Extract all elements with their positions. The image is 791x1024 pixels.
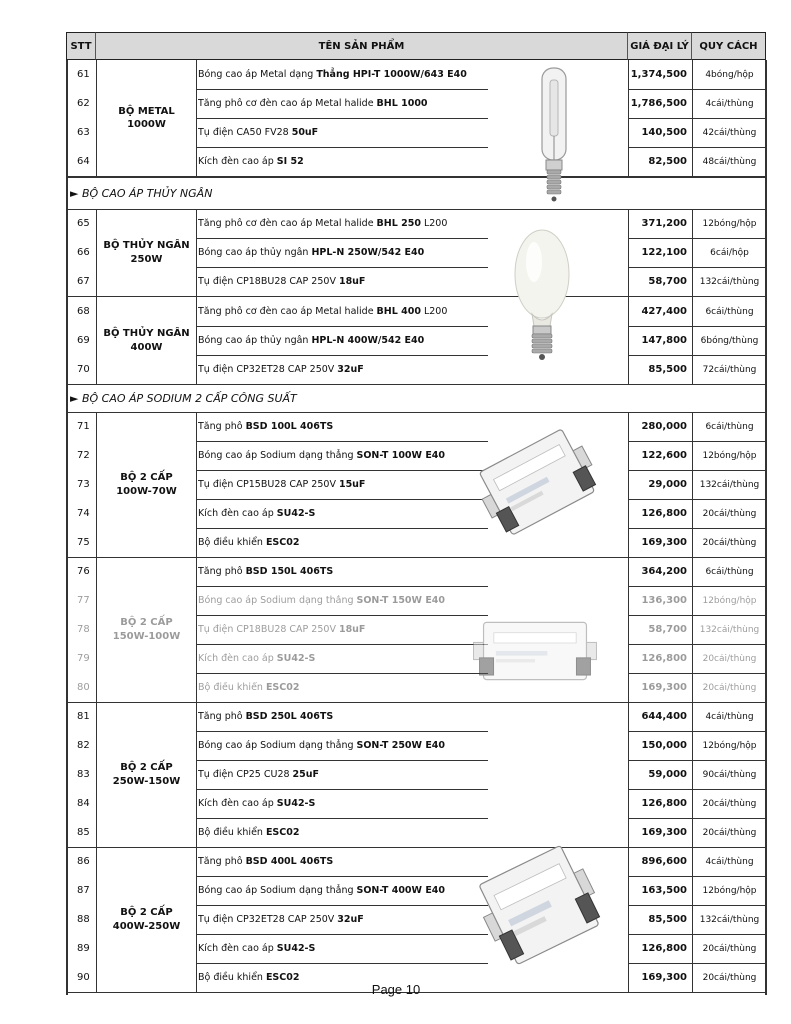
product-code: ESC02 [265, 682, 300, 693]
product-name [198, 60, 488, 89]
product-code: BHL 1000 [376, 98, 428, 109]
dealer-price: 136,300 [641, 595, 687, 606]
dealer-price: 29,000 [648, 479, 687, 490]
group-label: BỘ THỦY NGÂN 400W [103, 328, 190, 353]
product-name-prefix: Tăng phô [198, 421, 243, 432]
packing-spec: 6cái/thùng [705, 306, 754, 317]
row-number: 77 [77, 595, 90, 606]
product-code: Thẳng HPI-T 1000W/643 E40 [316, 69, 467, 80]
product-code: SON-T 150W E40 [356, 595, 446, 606]
row-number: 66 [77, 247, 90, 258]
packing-spec: 20cái/thùng [702, 508, 757, 519]
dealer-price: 82,500 [648, 156, 687, 167]
product-code: HPL-N 250W/542 E40 [311, 247, 425, 258]
product-code: SU42-S [276, 943, 316, 954]
product-code: SON-T 400W E40 [356, 885, 446, 896]
dealer-price: 169,300 [641, 537, 687, 548]
product-name [198, 470, 488, 499]
packing-spec: 12bóng/hộp [702, 740, 757, 751]
product-name-prefix: Kích đèn cao áp [198, 943, 274, 954]
dealer-price: 169,300 [641, 827, 687, 838]
product-name [198, 412, 488, 441]
row-number: 79 [77, 653, 90, 664]
product-name-prefix: Bóng cao áp Sodium dạng thẳng [198, 595, 354, 606]
packing-spec: 6bóng/thùng [700, 335, 759, 346]
product-code: SI 52 [276, 156, 304, 167]
product-code: 15uF [338, 479, 366, 490]
ballast-image [452, 596, 618, 706]
product-name [198, 789, 488, 818]
row-number: 84 [77, 798, 90, 809]
product-name [198, 355, 488, 384]
product-name-suffix: L200 [423, 218, 448, 229]
product-name-prefix: Kích đèn cao áp [198, 508, 274, 519]
row-number: 90 [77, 972, 90, 983]
packing-spec: 6cái/thùng [705, 566, 754, 577]
dealer-price: 364,200 [641, 566, 687, 577]
dealer-price: 169,300 [641, 682, 687, 693]
packing-spec: 48cái/thùng [702, 156, 757, 167]
product-name [198, 702, 488, 731]
section-header: ► BỘ CAO ÁP THỦY NGÂN [70, 186, 213, 200]
product-name-prefix: Bộ điều khiển [198, 972, 263, 983]
group-label: BỘ THỦY NGÂN 250W [103, 240, 190, 265]
packing-spec: 6cái/thùng [705, 421, 754, 432]
row-number: 62 [77, 98, 90, 109]
product-name-prefix: Kích đèn cao áp [198, 156, 274, 167]
packing-spec: 20cái/thùng [702, 537, 757, 548]
dealer-price: 85,500 [648, 914, 687, 925]
packing-spec: 12bóng/hộp [702, 450, 757, 461]
product-code: BSD 100L 406TS [245, 421, 334, 432]
row-number: 82 [77, 740, 90, 751]
product-name-prefix: Bóng cao áp Sodium dạng thẳng [198, 885, 354, 896]
row-number: 80 [77, 682, 90, 693]
product-name-prefix: Kích đèn cao áp [198, 798, 274, 809]
row-number: 74 [77, 508, 90, 519]
dealer-price: 896,600 [641, 856, 687, 867]
dealer-price: 140,500 [641, 127, 687, 138]
stt-column-divider [96, 847, 97, 992]
row-number: 71 [77, 421, 90, 432]
product-name-prefix: Tăng phô [198, 566, 243, 577]
packing-spec: 4bóng/hộp [705, 69, 754, 80]
product-name-prefix: Bộ điều khiển [198, 827, 263, 838]
section-header: ► BỘ CAO ÁP SODIUM 2 CẤP CÔNG SUẤT [70, 391, 297, 405]
product-code: BHL 250 [376, 218, 421, 229]
group-column-divider [196, 847, 197, 992]
dealer-price: 163,500 [641, 885, 687, 896]
row-number: 72 [77, 450, 90, 461]
row-number: 89 [77, 943, 90, 954]
product-name [198, 528, 488, 557]
product-code: 50uF [291, 127, 319, 138]
product-name-suffix: L200 [423, 306, 448, 317]
product-name-prefix: Tăng phô cơ đèn cao áp Metal halide [198, 306, 374, 317]
metal-halide-lamp-image [532, 66, 576, 202]
row-number: 78 [77, 624, 90, 635]
dealer-price: 126,800 [641, 653, 687, 664]
packing-spec: 20cái/thùng [702, 653, 757, 664]
row-number: 63 [77, 127, 90, 138]
product-name [198, 297, 488, 326]
dealer-price: 126,800 [641, 943, 687, 954]
product-code: SU42-S [276, 798, 316, 809]
dealer-price: 147,800 [641, 335, 687, 346]
page-number: Page 10 [371, 982, 421, 997]
packing-spec: 42cái/thùng [702, 127, 757, 138]
stt-column-divider [96, 702, 97, 847]
dealer-price: 169,300 [641, 972, 687, 983]
product-name-prefix: Bộ điều khiển [198, 537, 263, 548]
product-name [198, 586, 488, 615]
packing-spec: 20cái/thùng [702, 682, 757, 693]
stt-column-divider [96, 60, 97, 176]
product-name [198, 731, 488, 760]
packing-spec: 20cái/thùng [702, 827, 757, 838]
row-number: 83 [77, 769, 90, 780]
product-code: 32uF [337, 364, 364, 375]
product-name [198, 499, 488, 528]
packing-spec: 4cái/thùng [705, 711, 754, 722]
row-number: 76 [77, 566, 90, 577]
row-number: 70 [77, 364, 90, 375]
product-code: ESC02 [265, 537, 300, 548]
product-name [198, 238, 488, 267]
product-name-prefix: Bóng cao áp Sodium dạng thẳng [198, 450, 354, 461]
group-label: BỘ 2 CẤP 100W-70W [116, 472, 177, 497]
group-label: BỘ METAL 1000W [118, 105, 175, 130]
dealer-price: 58,700 [648, 276, 687, 287]
product-name [198, 963, 488, 992]
product-name-prefix: Tụ điện CP18BU28 CAP 250V [198, 276, 336, 287]
product-name-prefix: Tụ điện CP25 CU28 [198, 769, 290, 780]
group-column-divider [196, 297, 197, 384]
product-name-prefix: Tụ điện CP32ET28 CAP 250V [198, 914, 335, 925]
packing-spec: 72cái/thùng [702, 364, 757, 375]
product-code: 18uF [338, 276, 366, 287]
product-name [198, 441, 488, 470]
product-name [198, 673, 488, 702]
dealer-price: 122,600 [641, 450, 687, 461]
section-top-border [66, 384, 766, 385]
product-name [198, 615, 488, 644]
product-name-prefix: Tụ điện CA50 FV28 [198, 127, 289, 138]
product-name [198, 644, 488, 673]
product-name [198, 760, 488, 789]
ballast-image [462, 414, 612, 550]
product-code: SON-T 250W E40 [356, 740, 446, 751]
row-number: 86 [77, 856, 90, 867]
row-number: 88 [77, 914, 90, 925]
packing-spec: 12bóng/hộp [702, 218, 757, 229]
group-label: BỘ 2 CẤP 250W-150W [112, 762, 181, 787]
product-name-prefix: Bóng cao áp thủy ngân [198, 335, 309, 346]
product-code: ESC02 [265, 972, 300, 983]
dealer-price: 1,374,500 [630, 69, 687, 80]
dealer-price: 59,000 [648, 769, 687, 780]
product-name [198, 847, 488, 876]
group-label: BỘ 2 CẤP 150W-100W [112, 617, 181, 642]
product-name [198, 89, 488, 118]
row-number: 75 [77, 537, 90, 548]
packing-spec: 132cái/thùng [699, 914, 760, 925]
dealer-price: 58,700 [648, 624, 687, 635]
dealer-price: 150,000 [641, 740, 687, 751]
dealer-price: 126,800 [641, 508, 687, 519]
row-number: 87 [77, 885, 90, 896]
row-number: 69 [77, 335, 90, 346]
product-code: 25uF [292, 769, 320, 780]
header-packing: QUY CÁCH [692, 32, 766, 60]
product-code: BSD 150L 406TS [245, 566, 334, 577]
product-code: BSD 400L 406TS [245, 856, 334, 867]
row-number: 81 [77, 711, 90, 722]
stt-column-divider [96, 209, 97, 296]
group-column-divider [196, 412, 197, 557]
stt-column-divider [96, 412, 97, 557]
row-number: 61 [77, 69, 90, 80]
product-code: SU42-S [276, 508, 316, 519]
group-column-divider [196, 702, 197, 847]
row-number: 67 [77, 276, 90, 287]
packing-spec: 132cái/thùng [699, 479, 760, 490]
packing-spec: 132cái/thùng [699, 624, 760, 635]
product-name [198, 934, 488, 963]
row-number: 73 [77, 479, 90, 490]
dealer-price: 1,786,500 [630, 98, 687, 109]
product-code: BSD 250L 406TS [245, 711, 334, 722]
packing-spec: 20cái/thùng [702, 943, 757, 954]
product-code: SU42-S [276, 653, 316, 664]
stt-column-divider [96, 297, 97, 384]
product-code: ESC02 [265, 827, 300, 838]
product-name [198, 267, 488, 296]
packing-spec: 4cái/thùng [705, 856, 754, 867]
product-code: SON-T 100W E40 [356, 450, 446, 461]
product-name-prefix: Tăng phô cơ đèn cao áp Metal halide [198, 98, 374, 109]
product-name [198, 905, 488, 934]
dealer-price: 427,400 [641, 306, 687, 317]
dealer-price: 280,000 [641, 421, 687, 432]
product-name-prefix: Kích đèn cao áp [198, 653, 274, 664]
mercury-lamp-image [510, 226, 574, 362]
product-name-prefix: Tăng phô [198, 856, 243, 867]
product-name [198, 147, 488, 176]
product-name [198, 557, 488, 586]
product-name-prefix: Bóng cao áp Metal dạng [198, 69, 314, 80]
packing-spec: 4cái/thùng [705, 98, 754, 109]
group-column-divider [196, 209, 197, 296]
header-price: GIÁ ĐẠI LÝ [628, 32, 692, 60]
section-top-border [66, 177, 766, 178]
product-code: HPL-N 400W/542 E40 [311, 335, 425, 346]
product-name-prefix: Tăng phô [198, 711, 243, 722]
dealer-price: 85,500 [648, 364, 687, 375]
dealer-price: 371,200 [641, 218, 687, 229]
header-product-name: TÊN SẢN PHẨM [96, 32, 628, 60]
packing-spec: 20cái/thùng [702, 798, 757, 809]
product-name-prefix: Bóng cao áp Sodium dạng thẳng [198, 740, 354, 751]
stt-column-divider [96, 557, 97, 702]
row-number: 85 [77, 827, 90, 838]
product-name-prefix: Tụ điện CP32ET28 CAP 250V [198, 364, 335, 375]
dealer-price: 122,100 [641, 247, 687, 258]
packing-spec: 132cái/thùng [699, 276, 760, 287]
product-code: 32uF [337, 914, 364, 925]
product-name [198, 876, 488, 905]
product-name-prefix: Bóng cao áp thủy ngân [198, 247, 309, 258]
packing-spec: 20cái/thùng [702, 972, 757, 983]
group-column-divider [196, 557, 197, 702]
product-code: 18uF [338, 624, 366, 635]
header-stt: STT [66, 32, 96, 60]
row-number: 68 [77, 306, 90, 317]
product-name [198, 209, 488, 238]
product-name-prefix: Tụ điện CP18BU28 CAP 250V [198, 624, 336, 635]
packing-spec: 90cái/thùng [702, 769, 757, 780]
dealer-price: 644,400 [641, 711, 687, 722]
row-number: 64 [77, 156, 90, 167]
product-code: BHL 400 [376, 306, 421, 317]
group-label: BỘ 2 CẤP 400W-250W [112, 907, 181, 932]
product-name [198, 118, 488, 147]
packing-spec: 6cái/hộp [710, 247, 749, 258]
dealer-price: 126,800 [641, 798, 687, 809]
ballast-image [466, 820, 612, 990]
packing-spec: 12bóng/hộp [702, 885, 757, 896]
product-name [198, 326, 488, 355]
row-number: 65 [77, 218, 90, 229]
packing-spec: 12bóng/hộp [702, 595, 757, 606]
product-name-prefix: Tăng phô cơ đèn cao áp Metal halide [198, 218, 374, 229]
product-name-prefix: Bộ điều khiển [198, 682, 263, 693]
product-name [198, 818, 488, 847]
product-name-prefix: Tụ điện CP15BU28 CAP 250V [198, 479, 336, 490]
